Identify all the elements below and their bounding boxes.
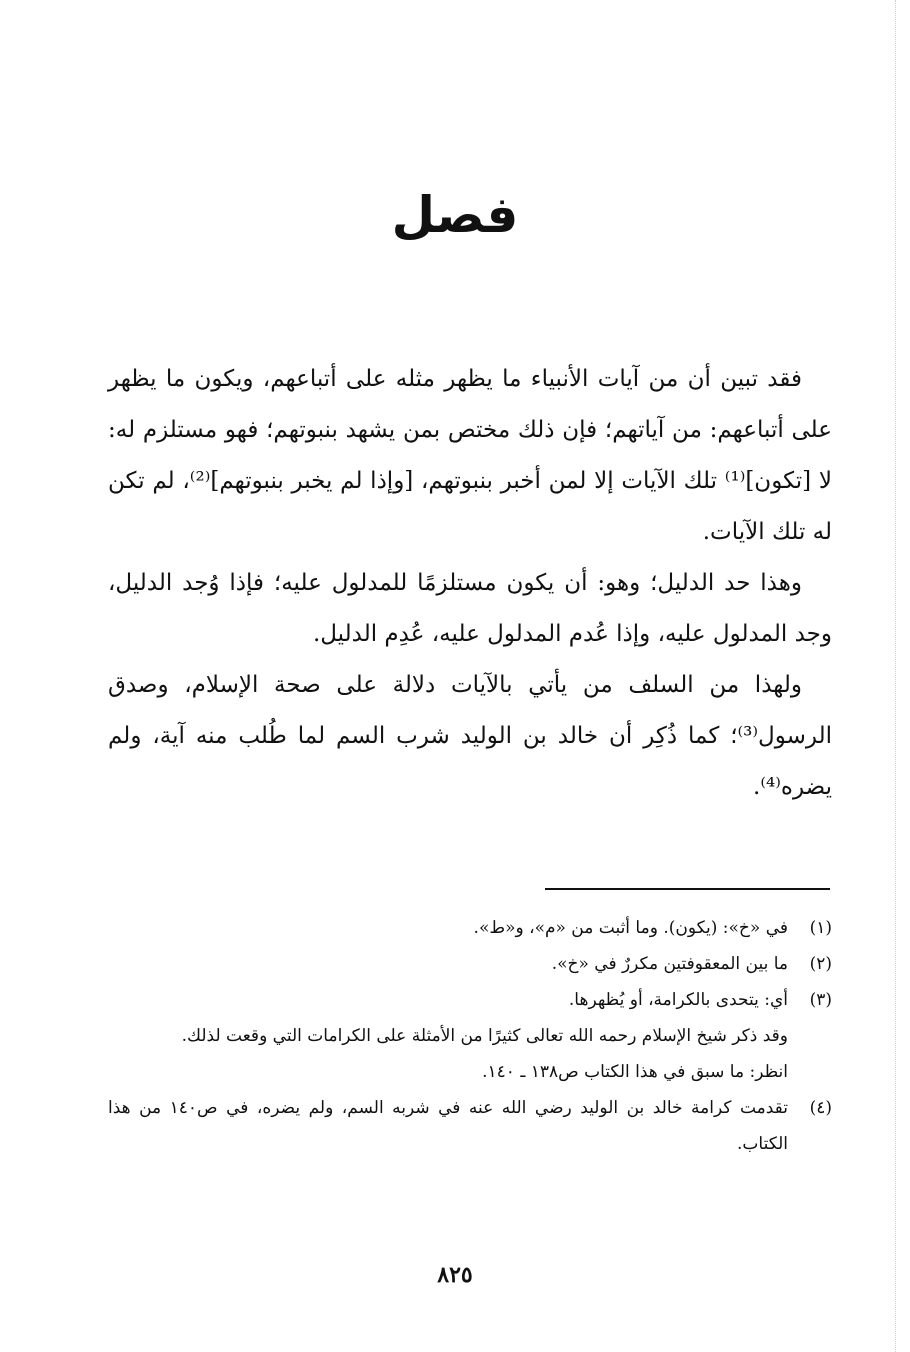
footnote-number: (١) — [809, 918, 832, 938]
paragraph-3: ولهذا من السلف من يأتي بالآيات دلالة على صحة الإسلام، وصدق الرسول⁽³⁾؛ كما ذُكِر أن خالد بن الوليد شرب السم لما طُلب منه آية، ولم يضره⁽⁴⁾. — [108, 672, 832, 800]
footnotes — [108, 910, 832, 1162]
paragraph-2: وهذا حد الدليل؛ وهو: أن يكون مستلزمًا للمدلول عليه؛ فإذا وُجد الدليل، وجد المدلول عليه، وإذا عُدم المدلول عليه، عُدِم الدليل. — [108, 570, 832, 647]
footnote-3-continuation: وقد ذكر شيخ الإسلام رحمه الله تعالى كثيرًا من الأمثلة على الكرامات التي وقعت لذلك. — [181, 1026, 788, 1046]
footnote-number: (٣) — [809, 990, 832, 1010]
footnote-2 — [108, 946, 832, 982]
footnote-text: في «خ»: (يكون). وما أثبت من «م»، و«ط». — [473, 918, 788, 938]
footnote-text: ما بين المعقوفتين مكررٌ في «خ». — [551, 954, 788, 974]
footnote-4 — [108, 1090, 832, 1162]
footnote-separator — [545, 888, 830, 890]
footnote-1 — [108, 910, 832, 946]
footnote-text: تقدمت كرامة خالد بن الوليد رضي الله عنه في شربه السم، ولم يضره، في ص١٤٠ من هذا الكتاب. — [108, 1098, 788, 1154]
footnote-number: (٢) — [809, 954, 832, 974]
paragraph-1: فقد تبين أن من آيات الأنبياء ما يظهر مثله على أتباعهم، ويكون ما يظهر على أتباعهم: من آياتهم؛ فإن ذلك مختص بمن يشهد بنبوتهم؛ فهو مستلزم له: لا [تكون]⁽¹⁾ تلك الآيات إلا لمن أخبر بنبوتهم، [وإذا لم يخبر بنبوتهم]⁽²⁾، لم تكن له تلك الآيات. — [108, 366, 833, 545]
chapter-title: فصل — [391, 186, 519, 244]
footnote-3-reference: انظر: ما سبق في هذا الكتاب ص١٣٨ ـ ١٤٠. — [482, 1062, 788, 1082]
footnote-text: أي: يتحدى بالكرامة، أو يُظهرها. — [568, 990, 788, 1010]
footnote-3 — [108, 982, 832, 1018]
main-text — [108, 354, 832, 813]
footnote-number: (٤) — [809, 1098, 832, 1118]
page-number: ٨٢٥ — [437, 1262, 473, 1288]
